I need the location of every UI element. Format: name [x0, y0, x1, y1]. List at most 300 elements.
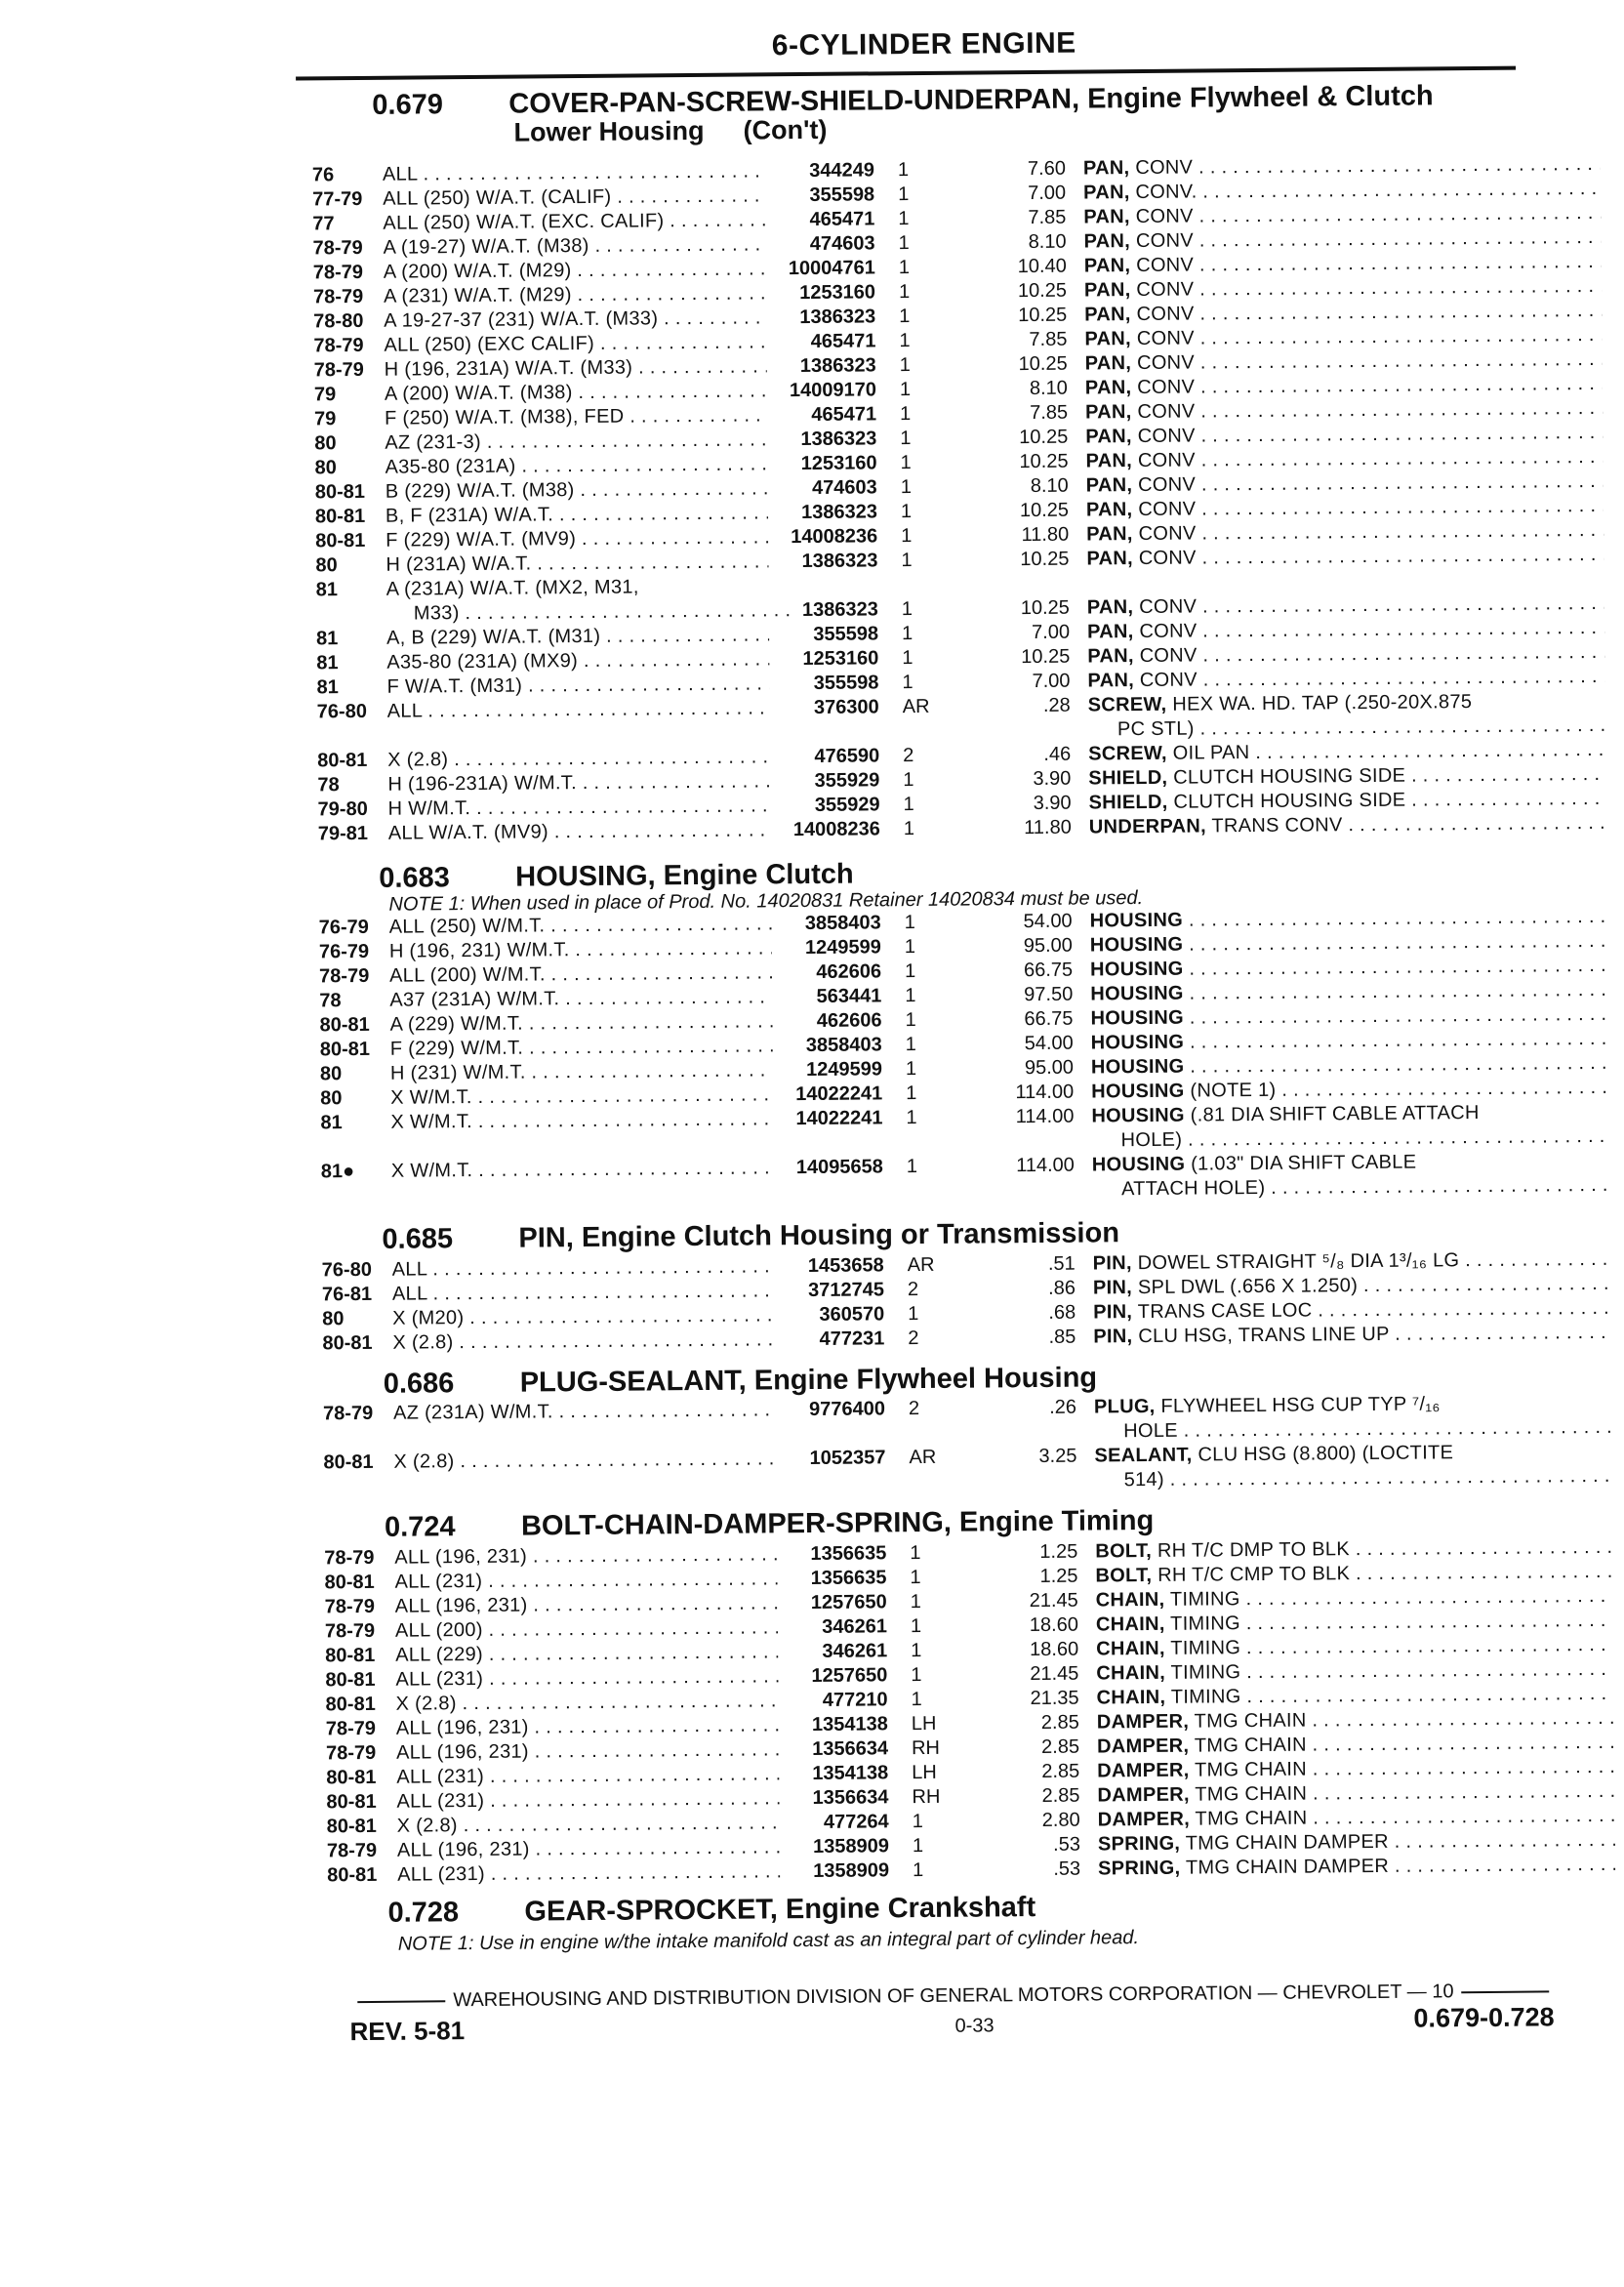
row-quantity: 1 [905, 1008, 954, 1033]
row-years: 80 [314, 456, 385, 481]
row-price: 95.00 [975, 934, 1073, 960]
row-part-number: 465471 [751, 329, 875, 354]
row-part-number: 1354138 [763, 1761, 888, 1786]
row-price: 66.75 [975, 1007, 1073, 1033]
footer-dash-right [1462, 1990, 1550, 1993]
row-part-number: 344249 [750, 158, 874, 184]
section-title: BOLT-CHAIN-DAMPER-SPRING, Engine Timing [521, 1505, 1154, 1542]
row-application: F (229) W/A.T. (MV9) . . . [386, 525, 768, 552]
row-part-detail: TMG CHAIN [1195, 1735, 1307, 1757]
row-years: 79-80 [318, 797, 388, 823]
row-part-number: 1386323 [751, 353, 876, 379]
row-application: A35-80 (231A) . . . [385, 452, 767, 479]
row-quantity: 1 [908, 1302, 956, 1327]
row-application: A (200) W/A.T. (M38) . . . [385, 379, 767, 406]
row-price: 11.80 [971, 523, 1069, 549]
row-part-name: SPRING, [1098, 1858, 1181, 1880]
section-note: NOTE 1: Use in engine w/the intake manifold cast as an integral part of cylinder head. [398, 1927, 1139, 1956]
row-application: ALL (196, 231) . . . [396, 1713, 779, 1740]
footer-section-range: 0.679-0.728 [1413, 2002, 1554, 2033]
row-years: 80-81 [315, 480, 386, 506]
row-price: 11.80 [974, 816, 1072, 841]
row-application: X (M20) . . . [392, 1303, 775, 1330]
page-header-title: 6-CYLINDER ENGINE [772, 27, 1076, 63]
row-price: 10.25 [970, 352, 1068, 378]
row-part-number: 14022241 [757, 1106, 882, 1131]
row-price: 3.25 [979, 1445, 1076, 1470]
row-years: 80-81 [325, 1644, 395, 1669]
row-price: 114.00 [976, 1081, 1074, 1106]
row-quantity: 1 [900, 427, 949, 451]
row-quantity: 1 [902, 671, 951, 695]
row-part-detail: CONV. [1135, 182, 1197, 204]
row-part-name: SCREW, [1088, 743, 1167, 765]
section-title: PLUG-SEALANT, Engine Flywheel Housing [520, 1362, 1098, 1398]
row-application: F (250) W/A.T. (M38), FED . . . [385, 403, 767, 430]
row-part-detail: TMG CHAIN [1195, 1783, 1307, 1806]
row-quantity: RH [912, 1785, 960, 1810]
row-application: ALL (231) . . . [396, 1762, 779, 1789]
row-application: X W/M.T. . . . [390, 1082, 773, 1110]
row-part-name: HOUSING [1090, 959, 1184, 981]
row-part-number: 355929 [754, 768, 879, 794]
footer-division-line [349, 1980, 1589, 2013]
row-quantity: 1 [907, 1155, 955, 1179]
row-part-name: PIN, [1093, 1326, 1132, 1347]
row-part-detail: CONV [1137, 352, 1195, 375]
row-price: 21.45 [981, 1662, 1078, 1688]
row-years: 78-79 [312, 236, 383, 262]
row-part-name: HOUSING [1091, 1081, 1185, 1103]
row-part-number: 346261 [762, 1614, 887, 1640]
row-years: 78-79 [327, 1839, 397, 1864]
row-price: 114.00 [977, 1154, 1075, 1179]
row-years: 81 [316, 675, 386, 701]
row-quantity: 1 [911, 1688, 959, 1712]
row-application: ALL (250) W/A.T. (EXC. CALIF) . . . [383, 208, 765, 235]
row-part-name: DAMPER, [1097, 1760, 1190, 1782]
row-part-name: SHIELD, [1088, 767, 1167, 790]
row-part-number: 1253160 [751, 451, 876, 476]
row-part-number: 14008236 [755, 817, 880, 842]
row-part-name: PAN, [1083, 230, 1130, 252]
row-part-name: PAN, [1085, 450, 1132, 471]
row-part-name: PAN, [1085, 426, 1132, 447]
row-price: 54.00 [975, 910, 1073, 935]
row-part-name: SPRING, [1098, 1833, 1181, 1856]
row-part-name: PAN, [1086, 474, 1133, 496]
row-part-detail: CONV [1137, 377, 1195, 399]
row-price: .28 [973, 694, 1071, 719]
row-description-continuation: 514) . . . [1124, 1464, 1612, 1492]
row-part-number: 1257650 [762, 1663, 887, 1689]
row-application: ALL (200) . . . [395, 1615, 778, 1643]
row-part-detail: CONV [1139, 596, 1197, 619]
row-part-number: 3712745 [759, 1278, 884, 1303]
row-part-name: DAMPER, [1097, 1784, 1190, 1807]
row-part-detail: (.81 DIA SHIFT CABLE ATTACH [1191, 1102, 1480, 1126]
row-price: 1.25 [980, 1540, 1077, 1566]
row-years: 80-81 [326, 1790, 396, 1816]
row-price: 7.85 [970, 401, 1068, 427]
row-quantity: 1 [898, 231, 947, 256]
row-part-number: 14095658 [758, 1155, 883, 1180]
row-price: 7.00 [972, 621, 1070, 646]
row-quantity: AR [908, 1253, 956, 1278]
row-price: 97.50 [975, 983, 1073, 1008]
row-application: ALL (229) . . . [395, 1640, 778, 1667]
row-years: 76 [312, 163, 383, 188]
row-years: 80-81 [324, 1571, 394, 1596]
row-years: 80-81 [315, 505, 386, 530]
row-application: ALL (196, 231) . . . [395, 1591, 778, 1618]
row-price: 7.60 [968, 157, 1066, 183]
row-part-detail: TRANS CONV [1211, 814, 1342, 837]
row-years: 81 [316, 651, 386, 676]
row-application: A37 (231A) W/M.T. . . . [389, 985, 772, 1012]
row-quantity: 1 [901, 475, 950, 500]
row-application: ALL (196, 231) . . . [396, 1737, 779, 1765]
row-part-detail: CONV [1138, 426, 1196, 448]
section-number: 0.683 [379, 862, 515, 895]
row-part-detail: SPL DWL (.656 X 1.250) [1138, 1275, 1358, 1298]
row-years: 80-81 [327, 1815, 397, 1840]
row-application: H W/M.T. . . . [388, 794, 771, 821]
row-part-name: HOUSING [1090, 910, 1184, 932]
section-note: NOTE 1: When used in place of Prod. No. 14020831 Retainer 14020834 must be used. [388, 887, 1143, 917]
row-quantity: 1 [900, 378, 949, 402]
row-quantity: LH [912, 1761, 960, 1785]
row-price: 18.60 [981, 1613, 1078, 1639]
row-part-name: CHAIN, [1096, 1687, 1165, 1709]
row-years: 78-79 [325, 1619, 395, 1645]
section-subtitle-part: (Con't) [743, 115, 827, 145]
row-part-number: 9776400 [760, 1397, 885, 1422]
row-application: A (229) W/M.T. . . . [389, 1009, 772, 1037]
row-part-name: HOUSING [1091, 1056, 1185, 1079]
row-years: 78-79 [326, 1741, 396, 1767]
section-heading [387, 1892, 1035, 1930]
row-part-number: 465471 [750, 207, 874, 232]
row-price: 114.00 [976, 1105, 1074, 1130]
row-application: M33) . . . [414, 598, 796, 626]
row-application: ALL (196, 231) . . . [397, 1835, 780, 1862]
row-part-name: PAN, [1086, 523, 1133, 545]
row-years: 76-79 [319, 916, 389, 941]
row-years: 78-79 [313, 334, 384, 359]
row-application: ALL W/A.T. (MV9) . . . [388, 818, 771, 845]
section-title: PIN, Engine Clutch Housing or Transmission [518, 1217, 1119, 1253]
row-price: 54.00 [976, 1032, 1074, 1057]
row-part-number: 1386323 [753, 597, 878, 623]
row-quantity: 1 [905, 911, 954, 935]
row-part-detail: TIMING [1170, 1661, 1240, 1684]
row-quantity: 1 [906, 1033, 954, 1057]
row-application: ALL . . . [383, 159, 765, 186]
row-part-number: 1453658 [759, 1253, 884, 1279]
section-number: 0.724 [385, 1511, 521, 1544]
row-part-detail: CONV [1136, 279, 1194, 302]
row-price: 2.85 [982, 1736, 1079, 1761]
row-quantity: 1 [905, 960, 954, 984]
row-part-number: 1386323 [751, 305, 875, 330]
row-price: 95.00 [976, 1056, 1074, 1082]
row-part-number: 3858403 [757, 1033, 882, 1058]
row-price: 10.25 [969, 279, 1067, 305]
row-price: .68 [978, 1301, 1076, 1327]
row-part-number: 474603 [750, 231, 874, 257]
row-years: 80-81 [320, 1038, 390, 1063]
row-quantity: AR [903, 695, 952, 719]
row-part-number: 1356635 [761, 1541, 886, 1567]
row-application: ALL . . . [392, 1254, 775, 1282]
row-quantity: 1 [902, 646, 951, 671]
row-application: A (19-27) W/A.T. (M38) . . . [383, 232, 765, 260]
row-years: 76-79 [319, 940, 389, 965]
row-application: A (231) W/A.T. (M29) . . . [384, 281, 766, 308]
row-price: 10.25 [969, 304, 1067, 329]
row-quantity: 1 [902, 597, 951, 622]
row-application: A (231A) W/A.T. (MX2, M31, [386, 574, 769, 601]
row-part-name: DAMPER, [1097, 1736, 1190, 1758]
row-years: 76-81 [322, 1283, 392, 1308]
row-part-number: 465471 [751, 402, 876, 428]
row-part-detail: CONV [1138, 450, 1196, 472]
row-quantity: 2 [909, 1397, 957, 1421]
row-part-number: 1386323 [752, 549, 877, 574]
row-years: 80 [314, 431, 385, 457]
row-part-number: 10004761 [751, 256, 875, 281]
row-quantity: 1 [899, 280, 948, 305]
row-quantity: 1 [911, 1663, 959, 1688]
row-quantity: 1 [911, 1639, 959, 1663]
row-part-name: PAN, [1083, 182, 1130, 203]
row-part-name: PAN, [1087, 670, 1134, 691]
footer-dash-left [357, 2000, 445, 2003]
row-part-detail: CONV [1138, 474, 1196, 497]
row-price: .53 [983, 1858, 1080, 1883]
row-years: 78-80 [313, 309, 384, 335]
row-price: 7.85 [969, 328, 1067, 353]
row-years: 77 [312, 212, 383, 237]
row-part-name: HOUSING [1090, 1007, 1184, 1030]
row-part-detail: CONV [1136, 206, 1194, 228]
row-application: A35-80 (231A) (MX9) . . . [386, 647, 769, 674]
row-years: 78 [319, 989, 389, 1014]
row-part-detail: CONV [1136, 230, 1194, 253]
row-part-name: SEALANT, [1094, 1445, 1192, 1467]
row-quantity: 1 [903, 768, 952, 793]
row-part-detail: CLU HSG (8.800) (LOCTITE [1198, 1442, 1453, 1465]
row-part-number: 1253160 [753, 646, 878, 672]
row-quantity: 1 [898, 158, 947, 183]
row-description [1089, 811, 1606, 840]
row-part-detail: OIL PAN [1173, 742, 1250, 764]
row-part-name: SHIELD, [1088, 792, 1167, 814]
row-part-number: 477264 [764, 1810, 889, 1835]
row-years: 78-79 [325, 1595, 395, 1620]
row-part-number: 1358909 [764, 1858, 889, 1884]
row-quantity: 1 [910, 1566, 958, 1590]
row-part-name: DAMPER, [1097, 1711, 1190, 1734]
section-number: 0.686 [384, 1368, 520, 1401]
row-application: X (2.8) . . . [396, 1689, 779, 1716]
row-application: X W/M.T. . . . [390, 1107, 773, 1134]
row-application: AZ (231A) W/M.T. . . . [393, 1398, 776, 1425]
row-part-number: 14008236 [752, 524, 877, 550]
row-application: H (196-231A) W/M.T. . . . [387, 769, 770, 796]
footer-revision: REV. 5-81 [349, 2016, 465, 2047]
row-part-detail: CONV [1140, 645, 1198, 668]
row-price: 10.25 [972, 645, 1070, 671]
row-application: ALL (250) W/M.T. . . . [389, 912, 772, 939]
row-quantity: 1 [910, 1541, 958, 1566]
row-price: 8.10 [968, 230, 1066, 256]
row-price: .51 [978, 1252, 1076, 1278]
row-part-name: PAN, [1087, 645, 1134, 667]
row-price: 66.75 [975, 959, 1073, 984]
row-application: H (231A) W/A.T. . . . [386, 550, 768, 577]
row-years: 78-79 [314, 358, 385, 384]
row-quantity: 1 [901, 549, 950, 573]
row-part-number: 462606 [756, 960, 881, 985]
row-application: ALL (231) . . . [397, 1859, 780, 1887]
row-price: 2.85 [982, 1784, 1079, 1810]
row-part-name: PAN, [1083, 157, 1130, 179]
row-years: 80 [315, 553, 386, 579]
row-years: 78 [317, 773, 387, 798]
row-application: ALL (250) W/A.T. (CALIF) . . . [383, 184, 765, 211]
row-years [316, 602, 386, 603]
row-description-continuation: HOLE) . . . [1121, 1124, 1609, 1153]
row-part-name: PIN, [1093, 1277, 1132, 1298]
row-part-number: 376300 [754, 695, 879, 720]
row-part-detail: CLUTCH HOUSING SIDE [1173, 790, 1405, 813]
row-part-name: HOUSING [1091, 1105, 1185, 1127]
row-description-continuation: HOLE . . . [1123, 1415, 1611, 1444]
row-application: X (2.8) . . . [392, 1327, 775, 1355]
row-part-name: BOLT, [1095, 1565, 1152, 1587]
row-part-number: 355598 [753, 671, 878, 696]
row-quantity: 1 [913, 1834, 961, 1858]
row-part-name: PAN, [1086, 499, 1133, 520]
row-part-number: 1358909 [764, 1834, 889, 1859]
row-price: .53 [983, 1833, 1080, 1858]
row-application: ALL (231) . . . [395, 1664, 778, 1692]
row-part-detail: CLUTCH HOUSING SIDE [1173, 765, 1405, 789]
row-part-name: CHAIN, [1096, 1638, 1165, 1660]
row-quantity: LH [912, 1712, 960, 1736]
row-part-detail: CONV [1140, 670, 1198, 692]
row-years: 79 [314, 407, 385, 432]
section-number: 0.728 [387, 1897, 524, 1930]
row-quantity: 2 [908, 1278, 956, 1302]
row-quantity: 1 [906, 1106, 954, 1130]
row-quantity: 1 [899, 305, 948, 329]
row-quantity: AR [909, 1446, 957, 1470]
row-part-name: PAN, [1083, 206, 1130, 227]
row-part-detail: TMG CHAIN [1195, 1759, 1307, 1781]
row-quantity: 1 [900, 353, 949, 378]
row-part-detail: TRANS CASE LOC [1138, 1300, 1313, 1324]
section-number: 0.685 [382, 1223, 518, 1256]
row-price: 2.85 [982, 1711, 1079, 1736]
row-description [1098, 1853, 1615, 1882]
row-part-name: UNDERPAN, [1089, 815, 1206, 837]
row-part-name: PAN, [1087, 621, 1134, 642]
section-number: 0.679 [372, 89, 508, 122]
row-part-number: 1386323 [752, 500, 877, 525]
row-application: AZ (231-3) . . . [385, 428, 767, 455]
row-part-detail: CONV [1136, 255, 1194, 277]
row-part-detail: CONV [1138, 499, 1196, 521]
row-part-detail: CONV [1139, 548, 1197, 570]
row-price: 8.10 [971, 474, 1069, 500]
row-application: B, F (231A) W/A.T. . . . [386, 501, 768, 528]
row-years: 78-79 [323, 1402, 393, 1427]
row-part-detail: CONV [1139, 621, 1197, 643]
row-quantity: 1 [899, 329, 948, 353]
section-title: GEAR-SPROCKET, Engine Crankshaft [524, 1892, 1035, 1928]
row-application: ALL . . . [387, 696, 770, 723]
row-years: 81 [316, 627, 386, 652]
section-title: HOUSING, Engine Clutch [515, 859, 854, 893]
row-part-detail: RH T/C DMP TO BLK [1157, 1538, 1350, 1562]
row-part-number: 360570 [759, 1302, 884, 1327]
row-years: 80-81 [322, 1331, 392, 1357]
row-years: 80-81 [323, 1450, 393, 1476]
section-heading [384, 1362, 1098, 1400]
row-part-name: PIN, [1093, 1252, 1132, 1274]
row-years: 80-81 [327, 1863, 397, 1889]
section-subtitle [513, 114, 866, 147]
footer-page-number: 0-33 [954, 2015, 994, 2037]
row-part-detail: TMG CHAIN DAMPER [1186, 1856, 1389, 1879]
row-part-name: PIN, [1093, 1301, 1132, 1323]
row-years: 81● [321, 1160, 391, 1185]
row-years: 80 [320, 1062, 390, 1087]
row-part-name: CHAIN, [1096, 1589, 1165, 1612]
row-part-detail: HEX WA. HD. TAP (.250-20X.875 [1172, 691, 1472, 715]
row-description [1093, 1321, 1610, 1350]
row-years: 81 [320, 1111, 390, 1136]
row-quantity: 1 [906, 1082, 954, 1106]
row-application: ALL (231) . . . [396, 1786, 779, 1814]
row-price: 10.25 [970, 426, 1068, 451]
row-part-number: 1052357 [760, 1446, 885, 1471]
row-part-number: 1257650 [762, 1590, 887, 1615]
row-quantity: 1 [905, 935, 954, 960]
row-price [972, 572, 1070, 573]
row-application: H (196, 231A) W/A.T. (M33) . . . [385, 354, 767, 382]
row-years: 76-80 [317, 700, 387, 725]
row-quantity: 1 [913, 1858, 961, 1883]
row-part-detail: CONV [1136, 304, 1194, 326]
row-part-name: CHAIN, [1096, 1662, 1165, 1685]
row-part-number: 1356634 [763, 1736, 888, 1762]
row-part-name: PLUG, [1094, 1396, 1156, 1418]
row-quantity: 1 [911, 1614, 959, 1639]
row-part-name: HOUSING [1090, 934, 1184, 957]
row-price: 21.45 [981, 1589, 1078, 1614]
row-part-name: HOUSING [1090, 983, 1184, 1005]
row-price: 21.35 [981, 1687, 1078, 1712]
row-quantity: 1 [911, 1590, 959, 1614]
row-price: 10.25 [971, 499, 1069, 524]
row-years: 80 [320, 1086, 390, 1112]
row-description-continuation: PC STL) . . . [1117, 714, 1605, 742]
row-part-name: PAN, [1087, 596, 1134, 618]
